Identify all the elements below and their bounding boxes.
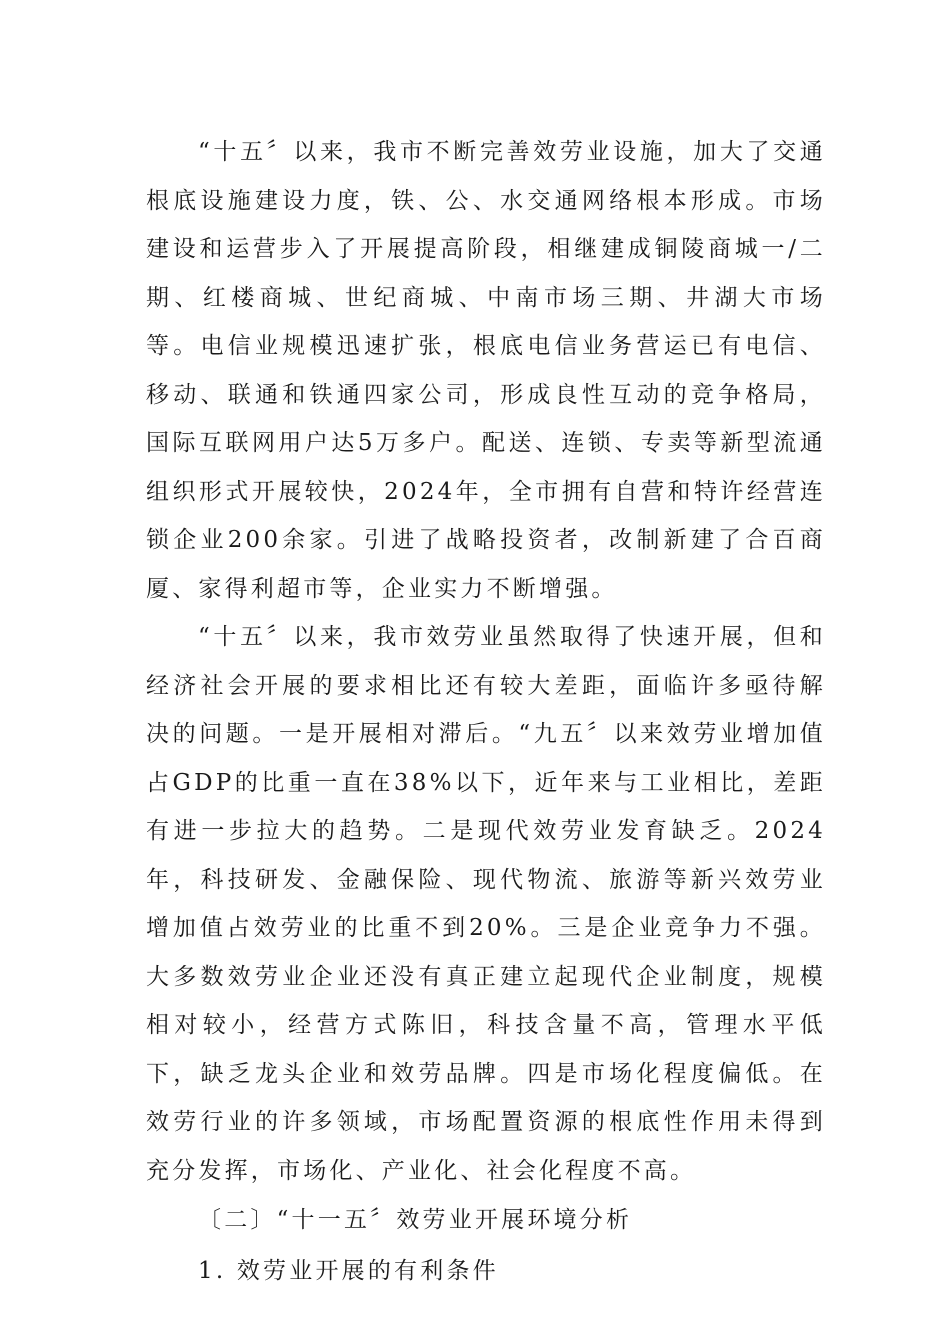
- document-body: [146, 128, 826, 1297]
- section-heading: 〔二〕“十一五〞效劳业开展环境分析: [198, 1207, 633, 1233]
- subsection-heading: 1. 效劳业开展的有利条件: [198, 1258, 499, 1284]
- paragraph-service-infrastructure: “十五〞以来，我市不断完善效劳业设施，加大了交通根底设施建设力度，铁、公、水交通网络根本形成。市场建设和运营步入了开展提高阶段，相继建成铜陵商城一/二期、红楼商城、世纪商城、中南市场三期、井湖大市场等。电信业规模迅速扩张，根底电信业务营运已有电信、移动、联通和铁通四家公司，形成良性互动的竞争格局，国际互联网用户达5万多户。配送、连锁、专卖等新型流通组织形式开展较快，2024年，全市拥有自营和特许经营连锁企业200余家。引进了战略投资者，改制新建了合百商厦、家得利超市等，企业实力不断增强。: [146, 139, 826, 602]
- paragraph-service-problems: “十五〞以来，我市效劳业虽然取得了快速开展，但和经济社会开展的要求相比还有较大差距，面临许多亟待解决的问题。一是开展相对滞后。“九五〞以来效劳业增加值占GDP的比重一直在38%以下，近年来与工业相比，差距有进一步拉大的趋势。二是现代效劳业发育缺乏。2024年，科技研发、金融保险、现代物流、旅游等新兴效劳业增加值占效劳业的比重不到20%。三是企业竞争力不强。大多数效劳业企业还没有真正建立起现代企业制度，规模相对较小，经营方式陈旧，科技含量不高，管理水平低下，缺乏龙头企业和效劳品牌。四是市场化程度偏低。在效劳行业的许多领域，市场配置资源的根底性作用未得到充分发挥，市场化、产业化、社会化程度不高。: [146, 624, 826, 1184]
